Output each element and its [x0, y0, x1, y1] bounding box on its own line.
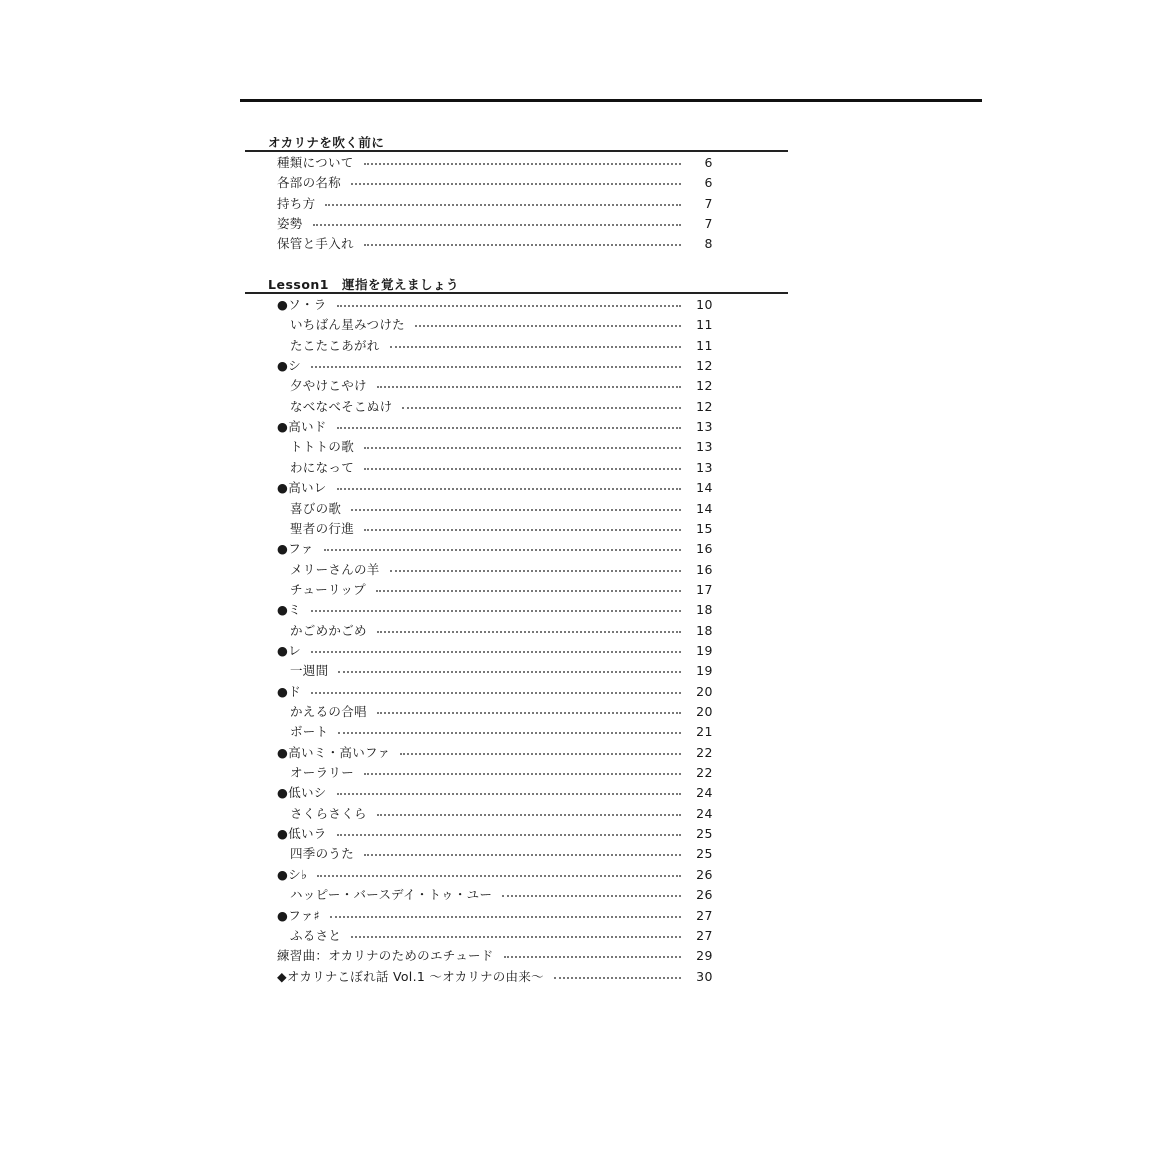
dot-leader: [400, 753, 681, 755]
dot-leader: [390, 570, 681, 572]
toc-entry-label: 一週間: [290, 663, 329, 679]
toc-entry[interactable]: [277, 173, 713, 193]
toc-entry[interactable]: [277, 946, 713, 966]
toc-entry[interactable]: [290, 580, 713, 600]
toc-entry-page-number: 19: [696, 663, 713, 679]
toc-entry-label: ●ド: [277, 683, 302, 699]
toc-entry[interactable]: [277, 641, 713, 661]
toc-entry-label: オーラリー: [290, 765, 355, 781]
toc-entry-label: ●高いド: [277, 419, 327, 435]
toc-entry-label: 各部の名称: [277, 175, 342, 191]
toc-entry-page-number: 10: [696, 297, 713, 312]
toc-entry-label: いちばん星みつけた: [290, 317, 405, 333]
toc-entry-label: かごめかごめ: [290, 622, 367, 638]
toc-entry-page-number: 20: [696, 683, 713, 699]
toc-entry[interactable]: [290, 397, 713, 417]
dot-leader: [364, 854, 681, 856]
toc-entry[interactable]: [290, 458, 713, 478]
toc-entry-label: ●高いレ: [277, 480, 327, 496]
toc-entry-label: かえるの合唱: [290, 704, 367, 719]
toc-entry[interactable]: [277, 214, 713, 234]
toc-entry[interactable]: [277, 743, 713, 763]
dot-leader: [376, 590, 681, 592]
toc-entry-page-number: 30: [696, 968, 713, 984]
toc-entry-label: 姿勢: [277, 215, 303, 231]
dot-leader: [364, 447, 681, 449]
toc-entry[interactable]: [290, 661, 713, 681]
dot-leader: [311, 610, 681, 612]
toc-entry-label: ◆オカリナこぼれ話 Vol.1 〜オカリナの由来〜: [277, 968, 544, 984]
dot-leader: [351, 509, 681, 511]
toc-entry[interactable]: [277, 967, 713, 987]
dot-leader: [338, 732, 681, 734]
toc-entry[interactable]: [290, 844, 713, 864]
toc-entry-label: トトトの歌: [290, 439, 355, 455]
toc-entry-page-number: 24: [696, 805, 713, 821]
toc-entry[interactable]: [290, 621, 713, 641]
dot-leader: [351, 183, 681, 185]
dot-leader: [364, 468, 681, 470]
dot-leader: [390, 346, 681, 348]
toc-entry[interactable]: [277, 194, 713, 214]
toc-entry[interactable]: [277, 682, 713, 702]
toc-entry-label: たこたこあがれ: [290, 337, 380, 353]
toc-entry-page-number: 27: [696, 927, 713, 943]
dot-leader: [502, 895, 681, 897]
toc-entry-page-number: 26: [696, 866, 713, 882]
dot-leader: [337, 488, 681, 490]
toc-entry[interactable]: [277, 356, 713, 376]
dot-leader: [311, 651, 681, 653]
toc-entry-label: ●低いシ: [277, 785, 327, 801]
toc-entry-page-number: 7: [704, 195, 713, 211]
dot-leader: [337, 793, 681, 795]
toc-entry-label: 夕やけこやけ: [290, 378, 367, 394]
toc-entry-label: ●ソ・ラ: [277, 297, 327, 312]
toc-entry-label: ●シ♭: [277, 866, 308, 882]
dot-leader: [554, 977, 681, 979]
toc-entry[interactable]: [277, 478, 713, 498]
toc-entry-page-number: 12: [696, 358, 713, 374]
toc-entry-label: 持ち方: [277, 195, 316, 211]
toc-entry-page-number: 14: [696, 480, 713, 496]
toc-entry[interactable]: [290, 763, 713, 783]
toc-entry-label: ●レ: [277, 642, 302, 658]
toc-entry-page-number: 25: [696, 846, 713, 862]
toc-entry-page-number: 18: [696, 602, 713, 618]
dot-leader: [364, 244, 681, 246]
toc-entry[interactable]: [290, 336, 713, 356]
toc-entry[interactable]: [277, 600, 713, 620]
toc-entry-label: 種類について: [277, 155, 354, 170]
dot-leader: [311, 366, 681, 368]
toc-entry-page-number: 20: [696, 704, 713, 719]
toc-entry-label: ●ファ: [277, 541, 314, 557]
toc-entry-label: なべなべそこぬけ: [290, 398, 393, 414]
dot-leader: [351, 936, 681, 938]
dot-leader: [325, 204, 681, 206]
dot-leader: [330, 916, 681, 918]
toc-entry-page-number: 27: [696, 907, 713, 923]
dot-leader: [364, 163, 681, 165]
toc-entry-label: ●ファ♯: [277, 907, 320, 923]
section-rule: [245, 292, 788, 294]
toc-entry[interactable]: [277, 539, 713, 559]
toc-entry-label: 練習曲：オカリナのためのエチュード: [277, 948, 494, 964]
toc-entry-page-number: 29: [696, 948, 713, 964]
toc-entry-label: 保管と手入れ: [277, 236, 354, 252]
toc-entry[interactable]: [290, 519, 713, 539]
dot-leader: [317, 875, 681, 877]
toc-entry[interactable]: [277, 906, 713, 926]
toc-entry[interactable]: [277, 295, 713, 315]
toc-entry[interactable]: [277, 824, 713, 844]
dot-leader: [337, 834, 681, 836]
toc-entry-page-number: 11: [696, 337, 713, 353]
toc-entry-label: チューリップ: [290, 581, 366, 597]
dot-leader: [364, 529, 681, 531]
dot-leader: [337, 427, 681, 429]
dot-leader: [338, 671, 681, 673]
toc-entry-page-number: 16: [696, 541, 713, 557]
toc-entry-label: 聖者の行進: [290, 520, 355, 536]
toc-entry-page-number: 12: [696, 398, 713, 414]
dot-leader: [504, 956, 681, 958]
dot-leader: [377, 814, 681, 816]
toc-entry-label: ハッピー・バースデイ・トゥ・ユー: [290, 887, 493, 903]
toc-entry-page-number: 26: [696, 887, 713, 903]
toc-entry-page-number: 14: [696, 500, 713, 516]
dot-leader: [313, 224, 681, 226]
top-rule: [240, 99, 982, 102]
toc-entry[interactable]: [277, 234, 713, 254]
toc-entry-page-number: 17: [696, 581, 713, 597]
toc-entry[interactable]: [290, 437, 713, 457]
toc-entry[interactable]: [290, 702, 713, 722]
toc-entry-label: ●低いラ: [277, 826, 327, 842]
dot-leader: [337, 305, 681, 307]
toc-entry-page-number: 13: [696, 419, 713, 435]
toc-entry[interactable]: [290, 885, 713, 905]
toc-entry-label: ●ミ: [277, 602, 302, 618]
dot-leader: [311, 692, 681, 694]
dot-leader: [402, 407, 681, 409]
toc-entry-label: ●シ: [277, 358, 302, 374]
toc-entry-page-number: 8: [704, 236, 713, 252]
toc-entry[interactable]: [277, 153, 713, 173]
toc-entry-page-number: 13: [696, 439, 713, 455]
toc-entry[interactable]: [277, 783, 713, 803]
toc-entry-page-number: 12: [696, 378, 713, 394]
toc-entry-label: ボート: [290, 724, 329, 740]
toc-entry[interactable]: [277, 865, 713, 885]
section-title: Lesson1 運指を覚えましょう: [268, 277, 460, 292]
toc-entry-page-number: 22: [696, 744, 713, 760]
section-title: オカリナを吹く前に: [268, 135, 385, 150]
toc-entry[interactable]: [290, 560, 713, 580]
toc-entry-page-number: 6: [704, 155, 713, 170]
toc-entry[interactable]: [290, 315, 713, 335]
dot-leader: [377, 631, 681, 633]
toc-entry[interactable]: [277, 417, 713, 437]
dot-leader: [324, 549, 681, 551]
toc-entry[interactable]: [290, 376, 713, 396]
dot-leader: [364, 773, 681, 775]
toc-entry-label: メリーさんの羊: [290, 561, 380, 577]
toc-entry-page-number: 18: [696, 622, 713, 638]
toc-entry-label: さくらさくら: [290, 805, 367, 821]
section-rule: [245, 150, 788, 152]
toc-entry-page-number: 7: [704, 215, 713, 231]
toc-entry[interactable]: [290, 804, 713, 824]
dot-leader: [377, 712, 681, 714]
toc-entry-label: 四季のうた: [290, 846, 355, 862]
toc-entry-page-number: 6: [704, 175, 713, 191]
toc-entry-page-number: 22: [696, 765, 713, 781]
toc-entry-page-number: 11: [696, 317, 713, 333]
toc-entry[interactable]: [290, 926, 713, 946]
toc-entry-page-number: 16: [696, 561, 713, 577]
toc-entry-page-number: 24: [696, 785, 713, 801]
toc-entry-page-number: 21: [696, 724, 713, 740]
toc-entry[interactable]: [290, 722, 713, 742]
toc-entry-label: わになって: [290, 459, 355, 475]
toc-entry-label: 喜びの歌: [290, 500, 342, 516]
toc-entry[interactable]: [290, 499, 713, 519]
toc-entry-label: ●高いミ・高いファ: [277, 744, 391, 760]
dot-leader: [377, 386, 681, 388]
toc-entry-page-number: 13: [696, 459, 713, 475]
toc-entry-label: ふるさと: [290, 927, 342, 943]
dot-leader: [415, 325, 681, 327]
toc-entry-page-number: 25: [696, 826, 713, 842]
toc-entry-page-number: 19: [696, 642, 713, 658]
toc-entry-page-number: 15: [696, 520, 713, 536]
